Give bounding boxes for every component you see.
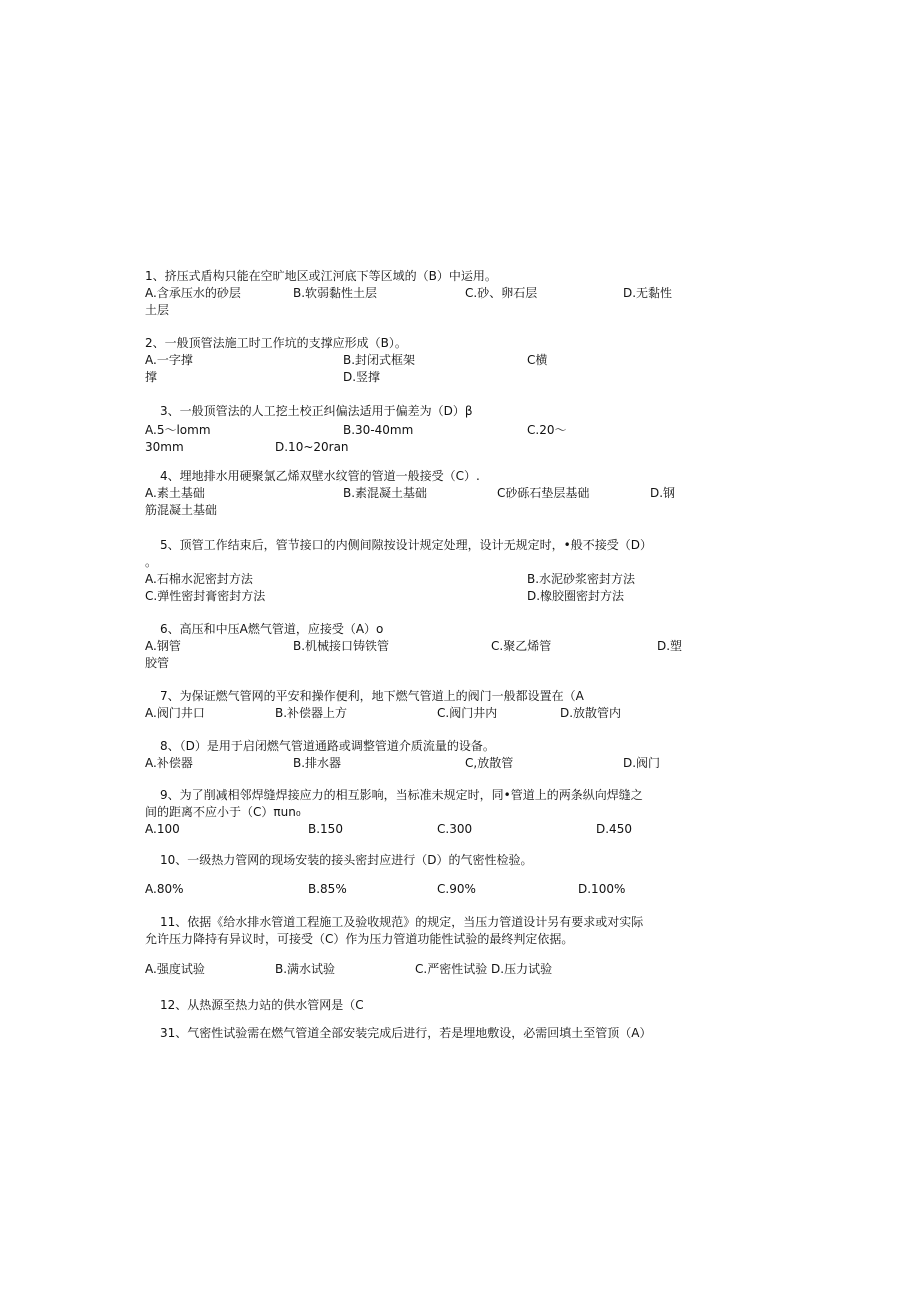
question-11: [145, 914, 705, 978]
question-stem: 11、依据《给水排水管道工程施工及验收规范》的规定，当压力管道设计另有要求或对实际: [160, 915, 644, 929]
option-wrap: 撑: [145, 370, 158, 384]
option-a: A.石棉水泥密封方法: [145, 572, 253, 586]
option-a: A.强度试验: [145, 962, 205, 976]
question-31: [145, 1025, 705, 1042]
option-d: D.阀门: [623, 756, 661, 770]
option-a: A.素土基础: [145, 486, 205, 500]
option-d: D.10~20ran: [275, 440, 349, 454]
option-c: C横: [527, 353, 548, 367]
option-b: B.机械接口铸铁管: [293, 639, 390, 653]
question-2: [145, 335, 705, 386]
option-a: A.5～lomm: [145, 423, 211, 437]
question-stem: 3、一般顶管法的人工挖土校正纠偏法适用于偏差为（D）β: [160, 404, 473, 418]
option-c: C.20～: [527, 423, 567, 437]
question-stem: 7、为保证燃气管网的平安和操作便利，地下燃气管道上的阀门一般都设置在（A: [160, 689, 584, 703]
option-a: A.80%: [145, 882, 184, 896]
option-d: D.无黏性: [623, 286, 673, 300]
option-b: B.满水试验: [275, 962, 336, 976]
option-c: C.聚乙烯管: [491, 639, 552, 653]
option-c: C.弹性密封膏密封方法: [145, 589, 266, 603]
option-a: A.阀门井口: [145, 706, 205, 720]
question-6: [145, 621, 705, 672]
option-wrap: 筋混凝土基础: [145, 503, 218, 517]
option-b: B.软弱黏性土层: [293, 286, 378, 300]
question-stem: 2、一般顶管法施工时工作坑的支撑应形成（B）。: [145, 336, 407, 350]
option-d: D.橡胶圈密封方法: [527, 589, 625, 603]
option-b: B.排水器: [293, 756, 342, 770]
question-1: [145, 268, 705, 319]
question-8: [145, 738, 705, 772]
question-5: [145, 537, 705, 605]
option-a: A.100: [145, 822, 180, 836]
option-b: B.补偿器上方: [275, 706, 348, 720]
option-d: D.100%: [578, 882, 626, 896]
question-12: [145, 997, 705, 1014]
question-stem: 12、从热源至热力站的供水管网是（C: [160, 998, 364, 1012]
option-c: C.300: [437, 822, 473, 836]
option-c: C.砂、卵石层: [465, 286, 538, 300]
question-7: [145, 688, 705, 722]
question-stem: 1、挤压式盾构只能在空旷地区或江河底下等区域的（B）中运用。: [145, 269, 497, 283]
option-a: A.钢管: [145, 639, 181, 653]
question-10: [145, 852, 705, 898]
option-d: D.塑: [657, 639, 683, 653]
question-3: [145, 403, 705, 456]
question-stem: 8、（D）是用于启闭燃气管道通路或调整管道介质流量的设备。: [160, 739, 495, 753]
question-stem: 5、顶管工作结束后，管节接口的内侧间隙按设计规定处理，设计无规定时，•般不接受（D）: [160, 538, 652, 552]
option-b: B.水泥砂浆密封方法: [527, 572, 636, 586]
option-c: C.90%: [437, 882, 476, 896]
option-wrap: 胶管: [145, 656, 170, 670]
option-b: B.85%: [308, 882, 347, 896]
question-stem-cont: 允许压力降持有异议时，可接受（C）作为压力管道功能性试验的最终判定依据。: [145, 932, 574, 946]
option-wrap: 30mm: [145, 440, 184, 454]
option-b: B.30-40mm: [343, 423, 414, 437]
option-a: A.补偿器: [145, 756, 193, 770]
question-stem: 31、气密性试验需在燃气管道全部安装完成后进行，若是埋地敷设，必需回填土至管顶（A）: [160, 1026, 652, 1040]
option-c: C,放散管: [465, 756, 514, 770]
question-9: [145, 787, 705, 838]
option-d: D.竖撑: [343, 370, 381, 384]
option-b: B.素混凝土基础: [343, 486, 428, 500]
option-c: C.阀门井内: [437, 706, 498, 720]
option-d: D.钢: [650, 486, 676, 500]
question-4: [145, 468, 705, 519]
question-stem-cont: 间的距离不应小于（C）πun₀: [145, 805, 301, 819]
option-wrap: 土层: [145, 303, 170, 317]
question-stem: 9、为了削减相邻焊缝焊接应力的相互影响，当标准未规定时，同•管道上的两条纵向焊缝之: [160, 788, 643, 802]
question-stem-cont: 。: [145, 555, 158, 569]
option-c: C砂砾石垫层基础: [497, 486, 590, 500]
question-stem: 6、高压和中压A燃气管道，应接受（A）o: [160, 622, 384, 636]
option-b: B.封闭式框架: [343, 353, 416, 367]
option-d: D.放散管内: [560, 706, 622, 720]
question-stem: 4、埋地排水用硬聚氯乙烯双壁水纹管的管道一般接受（C）.: [160, 469, 480, 483]
option-a: A.一字撑: [145, 353, 193, 367]
question-stem: 10、一级热力管网的现场安装的接头密封应进行（D）的气密性检验。: [160, 853, 533, 867]
option-b: B.150: [308, 822, 343, 836]
option-d: D.450: [596, 822, 632, 836]
option-c-d: C.严密性试验 D.压力试验: [415, 962, 553, 976]
option-a: A.含承压水的砂层: [145, 286, 241, 300]
